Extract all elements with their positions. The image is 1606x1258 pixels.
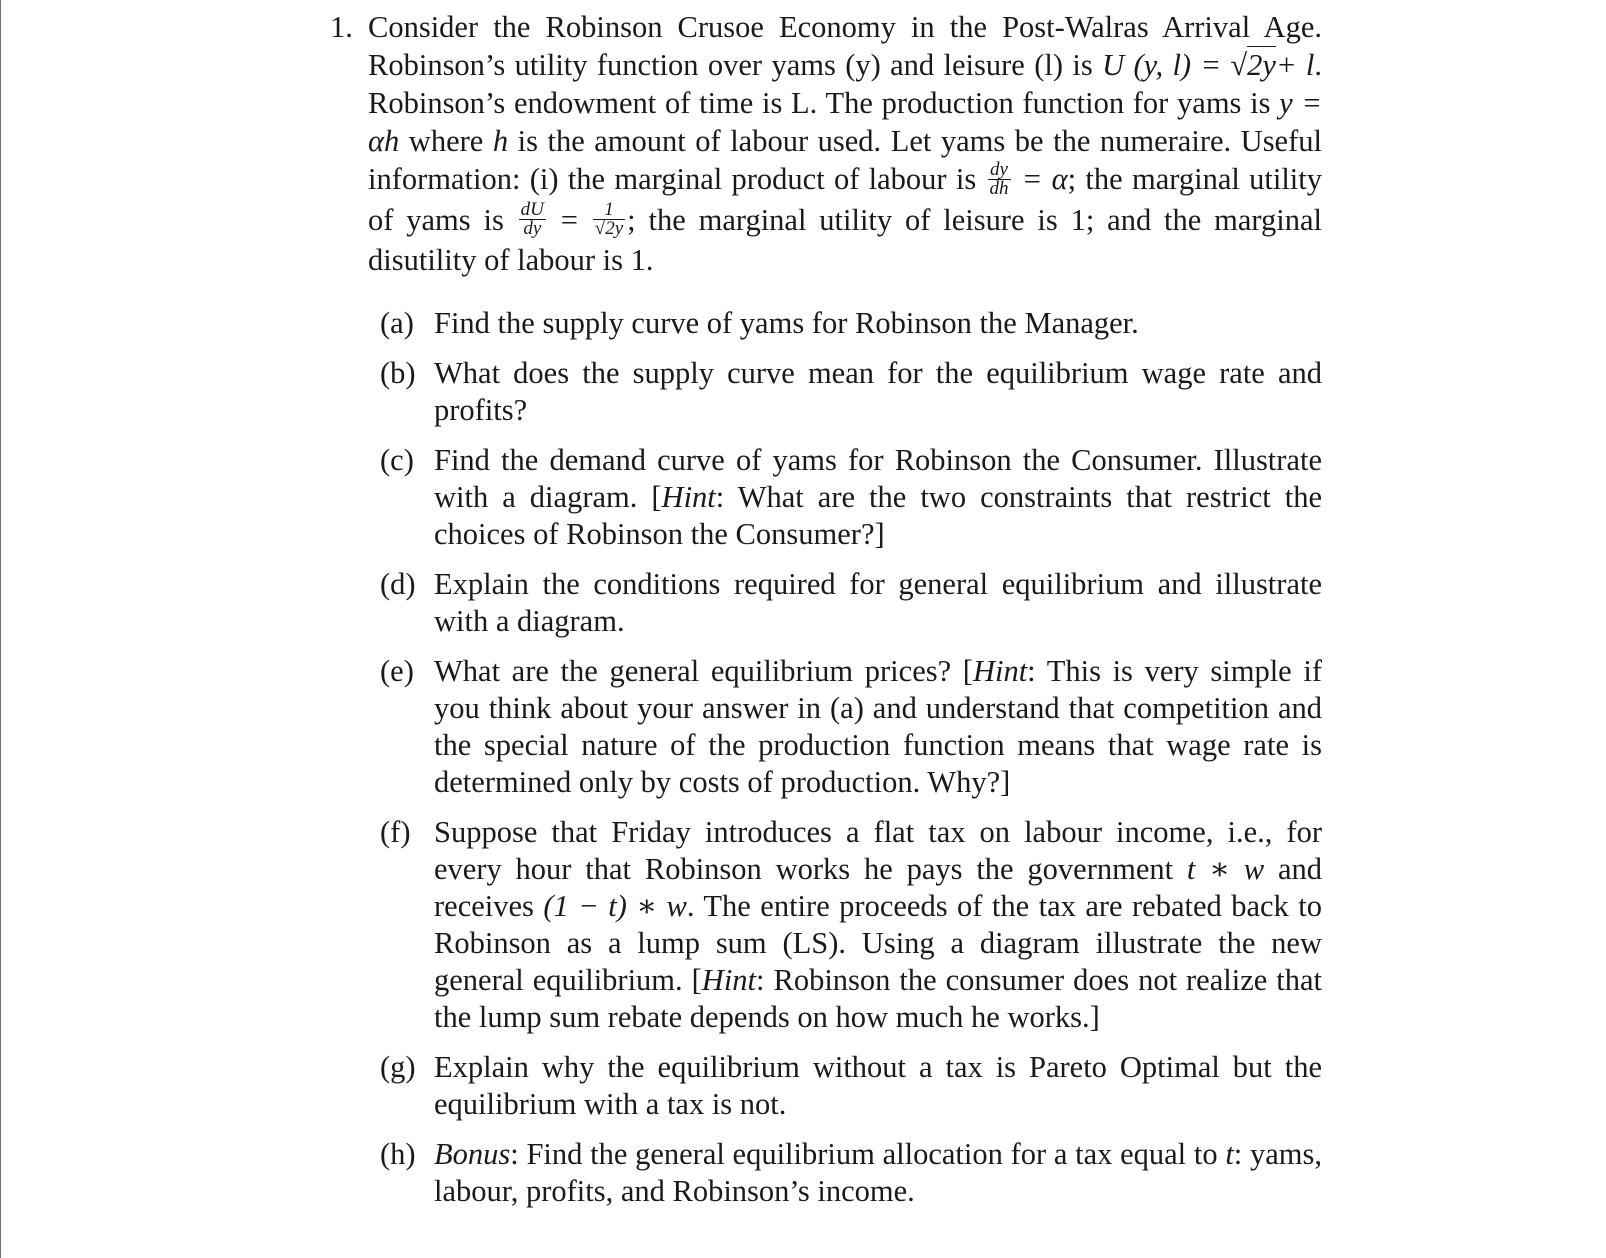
part-text-post: : Robinson the consumer does not realize that the lump sum rebate depends on how much he works.] <box>434 963 1322 1034</box>
page-left-border <box>0 0 1 1258</box>
part-label: (a) <box>380 306 414 340</box>
part-f <box>330 814 1322 1036</box>
muy-equals: = <box>547 202 591 237</box>
part-text-seg3: . The entire proceeds of the tax are rebated back to Robinson as a lump sum (LS). Using a diagram illustrate the new general equilibrium. [ <box>434 889 1322 997</box>
muy-denominator: dy <box>523 218 542 239</box>
part-text-post: : yams, labour, profits, and Robinson’s income. <box>434 1137 1322 1208</box>
part-text <box>434 442 1322 553</box>
mpl-numerator: dy <box>988 161 1011 180</box>
sqrt-term <box>1230 46 1276 82</box>
part-label: (c) <box>380 443 414 477</box>
part-d <box>330 566 1322 640</box>
part-e <box>330 653 1322 801</box>
part-text-seg1: Suppose that Friday introduces a flat tax on labour income, i.e., for every hour that Robinson works he pays the government <box>434 815 1322 886</box>
question-text <box>368 8 1322 279</box>
part-text: Explain the conditions required for general equilibrium and illustrate with a diagram. <box>434 567 1322 638</box>
question-1 <box>330 8 1322 279</box>
net-wage-expression: (1 − t) ∗ w <box>543 889 687 923</box>
part-label: (h) <box>380 1137 416 1171</box>
part-label: (d) <box>380 567 416 601</box>
document <box>330 8 1322 1223</box>
question-seg2: . Robinson’s endowment of time is L. The production function for yams is <box>368 48 1322 120</box>
sqrt-symbol: √ <box>1230 48 1248 82</box>
hint-label: Hint <box>661 480 716 514</box>
muy-numerator: dU <box>520 199 544 220</box>
parts-list <box>330 305 1322 1210</box>
part-g <box>330 1049 1322 1123</box>
part-text: Explain why the equilibrium without a tax is Pareto Optimal but the equilibrium with a tax is not. <box>434 1050 1322 1121</box>
tax-payment-expression: t ∗ w <box>1186 852 1265 886</box>
question-seg6: ; the marginal utility of leisure is 1; and the marginal disutility of labour is 1. <box>368 202 1322 277</box>
part-label: (g) <box>380 1050 416 1084</box>
part-text-pre: : Find the general equilibrium allocation for a tax equal to <box>510 1137 1226 1171</box>
part-label: (e) <box>380 654 414 688</box>
question-number: 1. <box>330 10 353 44</box>
tax-variable: t <box>1225 1137 1234 1171</box>
sqrt-radicand: 2y <box>1247 48 1276 82</box>
h-variable: h <box>492 124 509 158</box>
mpl-denominator: dh <box>989 177 1009 199</box>
muy-rhs-numerator: 1 <box>593 201 625 220</box>
question-seg4: is the amount of labour used. Let yams be the numeraire. Useful information: (i) the marginal product of labour is <box>368 124 1322 196</box>
question-seg3: where <box>399 124 493 158</box>
muy-rhs-fraction <box>593 201 625 238</box>
part-label: (b) <box>380 356 416 390</box>
part-text <box>434 1136 1322 1210</box>
part-label: (f) <box>380 815 411 849</box>
part-a <box>330 305 1322 342</box>
hint-label: Hint <box>701 963 757 997</box>
part-c <box>330 442 1322 553</box>
part-b <box>330 355 1322 429</box>
mpl-rhs: = α <box>1012 162 1068 196</box>
part-text-seg2: and receives <box>434 852 1322 923</box>
question-seg1: Consider the Robinson Crusoe Economy in the Post-Walras Arrival Age. Robinson’s utility function over yams (y) and leisure (l) is <box>368 10 1322 82</box>
bonus-label: Bonus <box>434 1137 511 1171</box>
hint-label: Hint <box>972 654 1028 688</box>
muy-rhs-denominator: √2y <box>594 218 624 239</box>
part-text <box>434 814 1322 1036</box>
production-function: y = αh <box>368 86 1322 158</box>
question-seg5: ; the marginal utility of yams is <box>368 162 1322 237</box>
part-text-pre: What are the general equilibrium prices? [ <box>434 654 973 688</box>
muy-fraction <box>519 201 546 238</box>
part-text <box>434 653 1322 801</box>
part-text-post: : What are the two constraints that restrict the choices of Robinson the Consumer?] <box>434 480 1322 551</box>
part-text-pre: Find the demand curve of yams for Robinson the Consumer. Illustrate with a diagram. [ <box>434 443 1322 514</box>
part-text: Find the supply curve of yams for Robinson the Manager. <box>434 306 1139 340</box>
utility-lhs: U (y, l) = <box>1102 48 1231 82</box>
part-h <box>330 1136 1322 1210</box>
part-text-post: : This is very simple if you think about your answer in (a) and understand that competition and the special nature of the production function means that wage rate is determined only by costs of production. Why?] <box>434 654 1322 799</box>
mpl-fraction <box>988 158 1011 199</box>
part-text: What does the supply curve mean for the equilibrium wage rate and profits? <box>434 356 1322 427</box>
utility-rhs: + l <box>1275 48 1315 82</box>
